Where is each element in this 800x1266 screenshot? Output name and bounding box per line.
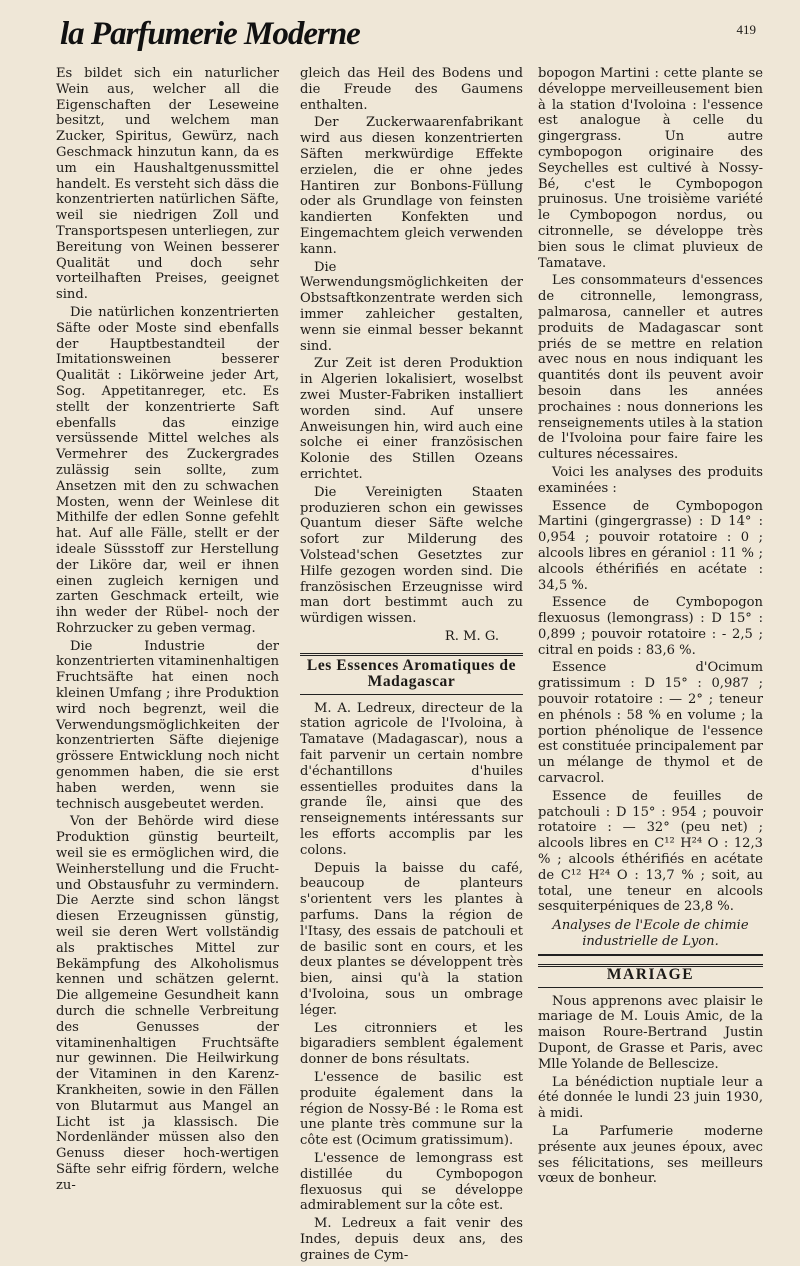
paragraph: Die natürlichen konzentrierten Säfte oder Moste sind ebenfalls der Hauptbestandteil der Imitationsweinen besserer Qualität : Likörweine jeder Art, Sog. Appetitanreger, etc. Es stellt der konzentrierte Saft ebenfalls das einzige versüssende Mittel welches als Vermehrer des Zuckergrades zulässig sein sollte, zum Ansetzen mit den zu schwachen Mosten, wenn der Weinlese dit Mithilfe der edlen Sonne gefehlt hat. Auf alle Fälle, stellt er der ideale Süssstoff zur Herstellung der Liköre dar, weil er ihnen einen zugleich kernigen und zarten Geschmack erteilt, wie ihn weder der Rübel- noch der Rohrzucker zu geben vermag. bbox=[56, 304, 279, 636]
column-2 bbox=[300, 66, 523, 1266]
paragraph: M. Ledreux a fait venir des Indes, depuis deux ans, des graines de Cym- bbox=[300, 1216, 523, 1263]
paragraph: L'essence de basilic est produite également dans la région de Nossy-Bé : le Roma est une plante très commune sur la côte est (Ocimum gratissimum). bbox=[300, 1070, 523, 1149]
paragraph: Depuis la baisse du café, beaucoup de planteurs s'orientent vers les plantes à parfums. Dans la région de l'Itasy, des essais de patchouli et de basilic sont en cours, et les deux plantes se développent très bien, ainsi qu'à la station d'Ivoloina, sous un ombrage léger. bbox=[300, 860, 523, 1018]
paragraph: Essence de Cymbopogon Martini (gingergrasse) : D 14° : 0,954 ; pouvoir rotatoire : 0 ; alcools libres en géraniol : 11 % ; alcools éthérifiés en acétate : 34,5 %. bbox=[538, 498, 763, 593]
paragraph: bopogon Martini : cette plante se développe merveilleusement bien à la station d'Ivoloina : l'essence est analogue à celle du gingergrass. Un autre cymbopogon originaire des Seychelles est cultivé à Nossy-Bé, c'est le Cymbopogon pruinosus. Une troisième variété le Cymbopogon nordus, ou citronnelle, se développe très bien sous le climat pluvieux de Tamatave. bbox=[538, 66, 763, 271]
signature: R. M. G. bbox=[444, 628, 499, 644]
masthead: la Parfumerie Moderne bbox=[60, 16, 360, 52]
mariage-title: MARIAGE bbox=[606, 965, 695, 983]
divider bbox=[300, 694, 523, 695]
paragraph: La Parfumerie moderne présente aux jeunes époux, avec ses félicitations, ses meilleurs vœux de bonheur. bbox=[538, 1124, 763, 1187]
divider bbox=[538, 987, 763, 988]
paragraph: Es bildet sich ein naturlicher Wein aus, welcher all die Eigenschaften der Leseweine besitzt, und welchem man Zucker, Spiritus, Gewürz, nach Geschmack hinzutun kann, da es um ein Haushaltgenussmittel handelt. Es versteht sich däss die konzentrierten natürlichen Säfte, weil sie niedrigen Zoll und Transportspesen unterliegen, zur Bereitung von Weinen besserer Qualität und doch sehr vorteilhaften Preises, geeignet sind. bbox=[56, 66, 279, 303]
paragraph: L'essence de lemongrass est distillée du Cymbopogon flexuosus qui se développe admirablement sur la côte est. bbox=[300, 1151, 523, 1214]
article-title: Les Essences Aromatiques de Madagascar bbox=[306, 656, 517, 690]
paragraph: Essence de feuilles de patchouli : D 15° : 954 ; pouvoir rotatoire : — 32° (peu net) ; alcools libres en C¹² H²⁴ O : 12,3 % ; alcools éthérifiés en acétate de C¹² H²⁴ O : 13,7 % ; soit, au total, une teneur en alcools sesquiterpéniques de 23,8 %. bbox=[538, 788, 763, 915]
paragraph: Les citronniers et les bigaradiers semblent également donner de bons résultats. bbox=[300, 1020, 523, 1068]
paragraph: Les consommateurs d'essences de citronnelle, lemongrass, palmarosa, canneller et autres produits de Madagascar sont priés de se mettre en relation avec nous en nous indiquant les quantités dont ils peuvent avoir besoin dans les années prochaines : nous donnerions les renseignements utiles à la station de l'Ivoloina pour faire faire les cultures nécessaires. bbox=[538, 273, 763, 463]
page-number: 419 bbox=[736, 22, 756, 37]
paragraph: Nous apprenons avec plaisir le mariage de M. Louis Amic, de la maison Roure-Bertrand Justin Dupont, de Grasse et Paris, avec Mlle Yolande de Bellescize. bbox=[538, 993, 763, 1072]
divider bbox=[300, 653, 523, 656]
paragraph: Die Industrie der konzentrierten vitaminenhaltigen Fruchtsäfte hat einen noch kleinen Umfang ; ihre Produktion wird noch begrenzt, weil die Verwendungsmöglichkeiten der konzentrierten Säfte diejenige grössere Entwicklung noch nicht genommen haben, die sie erst haben werden, wenn sie technisch ausgebeutet werden. bbox=[56, 638, 279, 812]
analysis-credit: Analyses de l'Ecole de chimie industrielle de Lyon. bbox=[538, 918, 763, 956]
paragraph: Zur Zeit ist deren Produktion in Algerien lokalisiert, woselbst zwei Muster-Fabriken installiert worden sind. Auf unsere Anweisungen hin, wird auch eine solche ei einer französischen Kolonie des Stillen Ozeans errichtet. bbox=[300, 356, 523, 482]
paragraph: Essence de Cymbopogon flexuosus (lemongrass) : D 15° : 0,899 ; pouvoir rotatoire : - 2,5 ; citral en poids : 83,6 %. bbox=[538, 595, 763, 658]
paragraph: M. A. Ledreux, directeur de la station agricole de l'Ivoloina, à Tamatave (Madagascar), nous a fait parvenir un certain nombre d'échantillons d'huiles essentielles produites dans la grande île, ainsi que des renseignements intéressants sur les efforts accomplis par les colons. bbox=[300, 700, 523, 858]
paragraph: Der Zuckerwaarenfabrikant wird aus diesen konzentrierten Säften merkwürdige Effekte erzielen, die er ohne jedes Hantiren zur Bonbons-Füllung oder als Grundlage von feinsten kandierten Konfekten und Eingemachtem gleich verwenden kann. bbox=[300, 115, 523, 257]
paragraph: Essence d'Ocimum gratissimum : D 15° : 0,987 ; pouvoir rotatoire : — 2° ; teneur en phénols : 58 % en volume ; la portion phénolique de l'essence est constituée principalement par un mélange de thymol et de carvacrol. bbox=[538, 660, 763, 787]
paragraph: Von der Behörde wird diese Produktion günstig beurteilt, weil sie es ermöglichen wird, die Weinherstellung und die Frucht- und Obstausfuhr zu vermindern. Die Aerzte sind schon längst diesen Erzeugnissen günstig, weil sie deren Wert vollständig als praktisches Mittel zur Bekämpfung des Alkoholismus kennen und schätzen gelernt. Die allgemeine Gesundheit kann durch die schnelle Verbreitung des Genusses der vitaminenhaltigen Fruchtsäfte nur gewinnen. Die Heilwirkung der Vitaminen in den Karenz-Krankheiten, sowie in den Fällen von Blutarmut aus Mangel an Licht ist ja klassisch. Die Nordenländer müssen also den Genuss dieser hoch-wertigen Säfte sehr eifrig fördern, welche zu- bbox=[56, 814, 279, 1193]
paragraph: Voici les analyses des produits examinées : bbox=[538, 464, 763, 496]
column-3 bbox=[538, 66, 763, 1189]
paragraph: Die Vereinigten Staaten produzieren schon ein gewisses Quantum dieser Säfte welche sofort zur Milderung des Volstead'schen Gesetztes zur Hilfe gezogen worden sind. Die französischen Erzeugnisse wird man dort bestimmt auch zu würdigen wissen. bbox=[300, 484, 523, 627]
paragraph: Die Werwendungsmöglichkeiten der Obstsaftkonzentrate werden sich immer zahleicher gestalten, wenn sie einmal besser bekannt sind. bbox=[300, 259, 523, 354]
paragraph: gleich das Heil des Bodens und die Freude des Gaumens enthalten. bbox=[300, 66, 523, 113]
paragraph: La bénédiction nuptiale leur a été donnée le lundi 23 juin 1930, à midi. bbox=[538, 1074, 763, 1122]
column-1 bbox=[56, 66, 279, 1196]
